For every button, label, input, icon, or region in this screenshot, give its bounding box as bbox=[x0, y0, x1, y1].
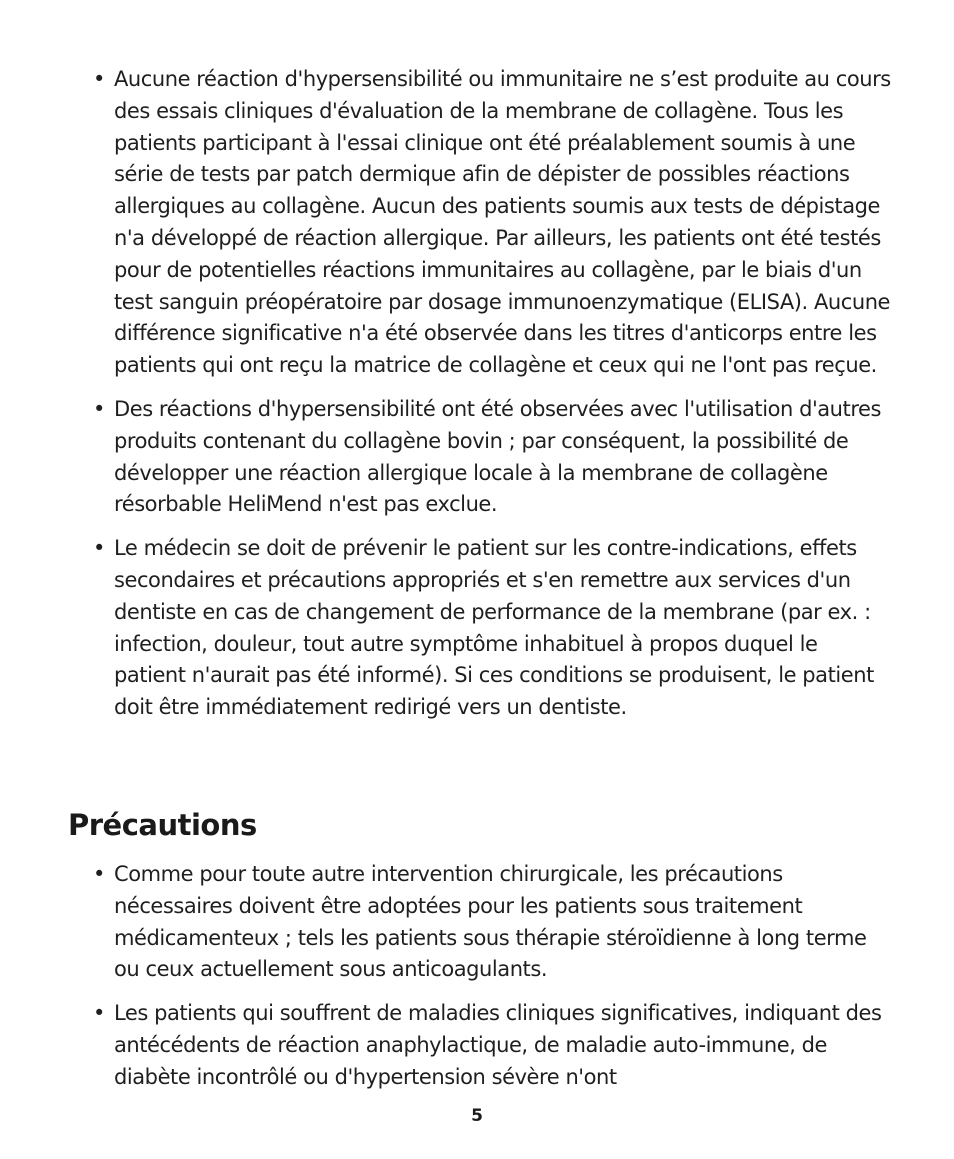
bullet-text: Les patients qui souffrent de maladies cliniques significatives, indiquant des antécédents de réaction anaphylactique, de maladie auto-immune, de diabète incontrôlé ou d'hypertension sévère n'ont bbox=[114, 1001, 882, 1089]
bullet-dot: • bbox=[93, 862, 105, 886]
page-number: 5 bbox=[471, 1106, 483, 1126]
bullet-text: Des réactions d'hypersensibilité ont été observées avec l'utilisation d'autres produits contenant du collagène bovin ; par conséquent, la possibilité de développer une réaction allergique locale à la membrane de collagène résorbable HeliMend n'est pas exclue. bbox=[114, 396, 882, 517]
bullet-dot: • bbox=[93, 536, 105, 561]
bullet-list-top bbox=[93, 64, 893, 736]
list-item bbox=[93, 64, 893, 382]
section-heading: Précautions bbox=[68, 808, 257, 842]
list-item bbox=[93, 998, 893, 1093]
bullet-dot: • bbox=[93, 396, 105, 421]
list-item bbox=[93, 859, 893, 986]
bullet-dot: • bbox=[93, 67, 105, 91]
bullet-text: Le médecin se doit de prévenir le patient sur les contre-indications, effets secondaires et précautions appropriés et s'en remettre aux services d'un dentiste en cas de changement de performance de la membrane (par ex. : infection, douleur, tout autre symptôme inhabituel à propos duquel le patient n'aurait pas été informé). Si ces conditions se produisent, le patient doit être immédiatement redirigé vers un dentiste. bbox=[114, 536, 874, 720]
list-item bbox=[93, 533, 893, 724]
list-item bbox=[93, 394, 893, 521]
bullet-text: Comme pour toute autre intervention chirurgicale, les précautions nécessaires doivent être adoptées pour les patients sous traitement médicamenteux ; tels les patients sous thérapie stéroïdienne à long terme ou ceux actuellement sous anticoagulants. bbox=[114, 862, 867, 982]
bullet-dot: • bbox=[93, 1001, 105, 1026]
bullet-list-precautions bbox=[93, 859, 893, 1106]
bullet-text: Aucune réaction d'hypersensibilité ou immunitaire ne s’est produite au cours des essais cliniques d'évaluation de la membrane de collagène. Tous les patients participant à l'essai clinique ont été préalablement soumis à une série de tests par patch dermique afin de dépister de possibles réactions allergiques au collagène. Aucun des patients soumis aux tests de dépistage n'a développé de réaction allergique. Par ailleurs, les patients ont été testés pour de potentielles réactions immunitaires au collagène, par le biais d'un test sanguin préopératoire par dosage immunoenzymatique (ELISA). Aucune différence significative n'a été observée dans les titres d'anticorps entre les patients qui ont reçu la matrice de collagène et ceux qui ne l'ont pas reçue. bbox=[114, 67, 891, 378]
